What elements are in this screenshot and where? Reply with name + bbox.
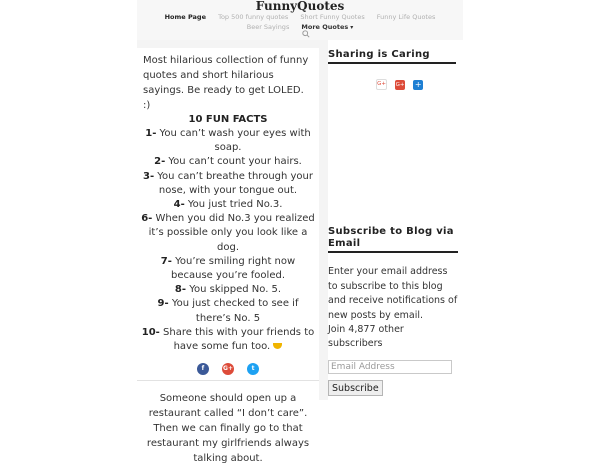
- fact-text: You skipped No. 5.: [189, 284, 282, 296]
- quote-text: Someone should open up a restaurant called “I don’t care”. Then we can finally go to that restaurant my girlfriends always talking about.: [146, 393, 310, 464]
- main-nav: [137, 12, 463, 33]
- fact-number: 9-: [157, 298, 169, 310]
- fact-number: 6-: [141, 213, 153, 225]
- fact-item: [137, 127, 319, 155]
- post-quote: [137, 381, 319, 464]
- fact-item: [137, 297, 319, 325]
- right-gutter: [463, 0, 600, 400]
- subscribe-description: Enter your email address to subscribe to this blog and receive notifications of new posts by email.: [328, 266, 458, 321]
- fact-text: You just tried No.3.: [187, 199, 283, 211]
- fact-text: Share this with your friends to have some fun too.: [163, 326, 315, 353]
- facts-title: 10 FUN FACTS: [188, 114, 268, 125]
- more-quotes-label: More Quotes: [301, 23, 349, 31]
- email-input[interactable]: [328, 360, 452, 374]
- chevron-down-icon: ▾: [350, 24, 354, 31]
- fact-number: 3-: [142, 170, 155, 182]
- site-title[interactable]: FunnyQuotes: [255, 0, 345, 13]
- sidebar: [328, 40, 463, 400]
- google-plus-share-icon[interactable]: G+: [376, 79, 387, 90]
- site-header: [137, 0, 463, 41]
- nav-item-beer-sayings[interactable]: Beer Sayings: [246, 23, 290, 31]
- fact-text: You can’t count your hairs.: [168, 156, 302, 168]
- fact-number: 4-: [173, 199, 185, 211]
- fact-text: When you did No.3 you realized it’s possible only you look like a dog.: [148, 213, 315, 253]
- sharing-title: Sharing is Caring: [328, 49, 456, 64]
- fact-item: [137, 212, 319, 255]
- fact-item: [137, 326, 319, 354]
- sharing-icons: [376, 74, 456, 89]
- fact-item: [137, 170, 319, 198]
- nav-item-top-500-funny-quotes[interactable]: Top 500 funny quotes: [218, 13, 289, 21]
- fact-item: [137, 283, 319, 297]
- content-area: [137, 40, 463, 464]
- subscribe-button[interactable]: Subscribe: [328, 380, 383, 396]
- left-gutter: [0, 0, 137, 400]
- nav-item-funny-life-quotes[interactable]: Funny Life Quotes: [376, 13, 436, 21]
- subscribe-title: Subscribe to Blog via Email: [328, 226, 458, 253]
- fact-item: [137, 255, 319, 283]
- subscribe-widget: [328, 226, 458, 396]
- fact-item: [137, 198, 319, 212]
- addthis-share-icon[interactable]: +: [414, 79, 422, 89]
- fact-text: You can’t breathe through your nose, with your tongue out.: [157, 170, 314, 196]
- facebook-share-button[interactable]: f: [197, 363, 209, 375]
- nav-item-home-page[interactable]: Home Page: [164, 13, 206, 21]
- google-plus-share-icon[interactable]: G+: [395, 81, 405, 88]
- fact-number: 2-: [154, 156, 166, 168]
- post-intro: Most hilarious collection of funny quotes and short hilarious sayings. Be ready to get LOLED. :): [143, 55, 309, 111]
- fact-number: 10-: [141, 326, 160, 338]
- subscriber-count: Join 4,877 other subscribers: [328, 324, 404, 349]
- smile-emoji-icon: [273, 343, 282, 349]
- fact-text: You’re smiling right now because you’re fooled.: [171, 255, 296, 282]
- google-plus-share-button[interactable]: G+: [222, 363, 234, 375]
- fact-item: [137, 155, 319, 169]
- twitter-share-button[interactable]: t: [247, 363, 259, 375]
- search-icon[interactable]: [302, 30, 310, 38]
- sharing-widget: [328, 49, 456, 89]
- fact-text: You just checked to see if there’s No. 5: [171, 298, 299, 324]
- fact-number: 7-: [160, 255, 172, 267]
- post-share-buttons: [137, 355, 319, 373]
- post-fun-facts: [137, 48, 319, 381]
- fact-number: 1-: [145, 128, 157, 139]
- fact-number: 8-: [174, 284, 187, 296]
- nav-item-short-funny-quotes[interactable]: Short Funny Quotes: [300, 13, 365, 21]
- fact-text: You can’t wash your eyes with soap.: [159, 128, 311, 154]
